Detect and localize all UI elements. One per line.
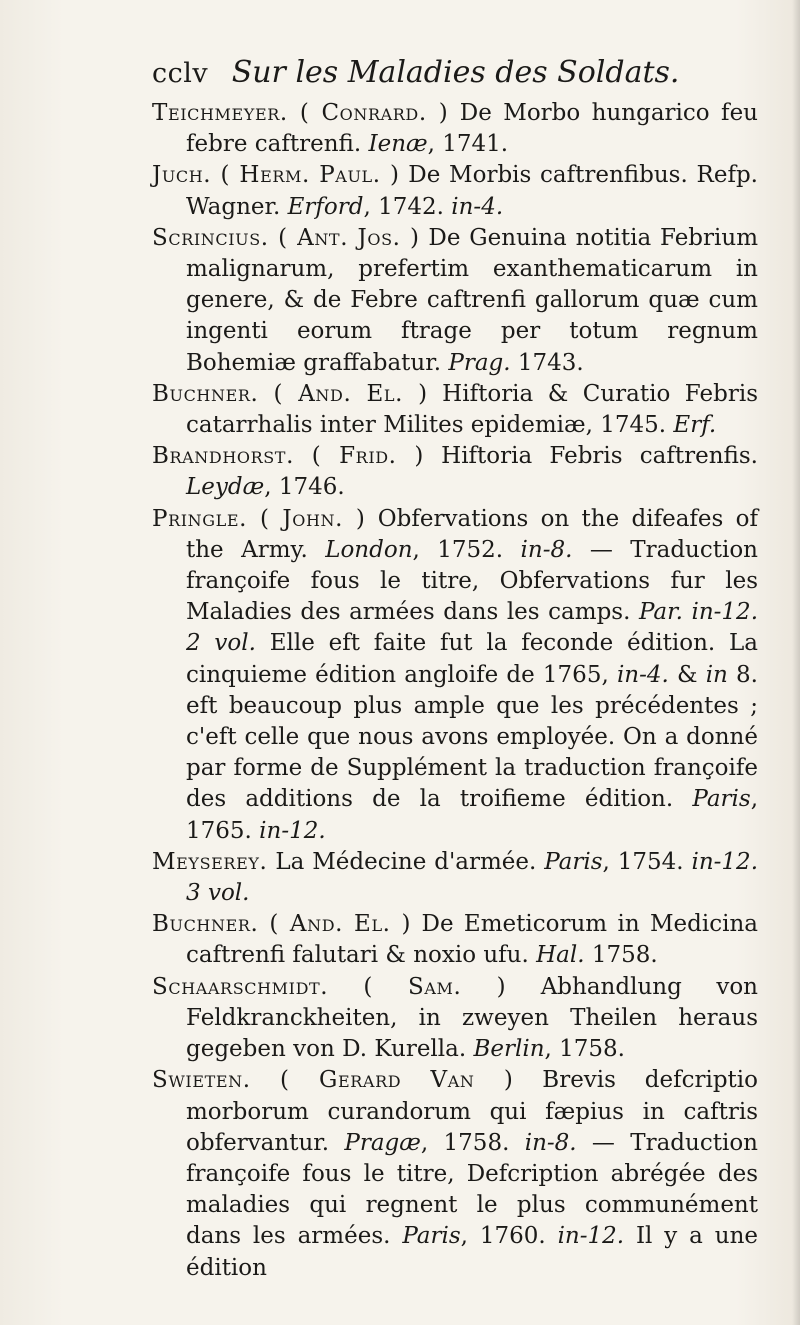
entry-italic-text: in-12. bbox=[259, 817, 326, 844]
entry-author: Teichmeyer. ( Conrard. ) bbox=[152, 100, 449, 126]
entry-text: Il y a une édition bbox=[186, 1223, 759, 1281]
entry-italic-text: Prag. bbox=[448, 349, 511, 376]
entry-italic-text: Pragæ bbox=[344, 1129, 421, 1156]
entry-text: — Traduction françoife fous le titre, Obfervations fur les Maladies des armées dans les camps. bbox=[186, 536, 758, 626]
entry-author: Swieten. ( Gerard Van ) bbox=[152, 1067, 514, 1094]
entry-author: Schaarschmidt. ( Sam. ) bbox=[152, 973, 507, 1000]
running-title: Sur les Maladies des Soldats. bbox=[231, 55, 680, 90]
entry-text: , 1758. bbox=[544, 1036, 625, 1063]
entry-italic-text: Erf. bbox=[673, 412, 717, 439]
bibliography-list bbox=[152, 98, 758, 1284]
entry-italic-text: Leydæ bbox=[186, 474, 265, 501]
entry-text: De Genuina notitia Febrium malignarum, prefertim exanthematicarum in genere, & de Febre caftrenfi gallorum quæ cum ingenti eorum ftrage per totum regnum Bohemiæ graffabatur. bbox=[186, 224, 758, 376]
entry-italic-text: in bbox=[705, 661, 728, 688]
entry-italic-text: Paris bbox=[692, 786, 751, 813]
entry-text: , 1765. bbox=[186, 786, 758, 844]
entry-italic-text: in-12. bbox=[557, 1223, 625, 1250]
entry-italic-text: Ienæ bbox=[368, 131, 428, 158]
bibliography-entry bbox=[152, 909, 758, 971]
bibliography-entry bbox=[152, 972, 758, 1066]
entry-italic-text: in-8. bbox=[524, 1129, 577, 1156]
entry-text: Elle eft faite fut la feconde édition. La cinquieme édition angloife de 1765, bbox=[186, 630, 759, 688]
entry-text: , 1758. bbox=[420, 1129, 525, 1156]
entry-italic-text: in-8. bbox=[520, 536, 573, 563]
entry-italic-text: Par. in-12. 2 vol. bbox=[186, 599, 759, 657]
entry-italic-text: Paris bbox=[402, 1223, 461, 1250]
bibliography-entry bbox=[152, 504, 758, 847]
bibliography-entry bbox=[152, 847, 758, 909]
entry-author: Juch. ( Herm. Paul. ) bbox=[152, 162, 400, 189]
entry-text: 8. eft beaucoup plus ample que les précédentes ; c'eft celle que nous avons employée. On a donné par forme de Supplément la traduction françoife des additions de la troifieme édition. bbox=[186, 661, 758, 813]
entry-text: , 1760. bbox=[460, 1223, 558, 1250]
entry-italic-text: in-12. 3 vol. bbox=[186, 848, 759, 907]
entry-text: , 1741. bbox=[427, 131, 509, 158]
bibliography-entry bbox=[152, 441, 758, 503]
bibliography-entry bbox=[152, 379, 758, 441]
entry-text: , 1742. bbox=[363, 193, 452, 220]
bibliography-entry bbox=[152, 1065, 758, 1283]
entry-italic-text: London bbox=[325, 536, 413, 563]
entry-text: De Morbis caftrenfibus. Refp. Wagner. bbox=[186, 162, 758, 220]
entry-text: Hiftoria & Curatio Febris catarrhalis inter Milites epidemiæ, 1745. bbox=[186, 380, 758, 439]
page-gutter-shadow bbox=[792, 0, 800, 1325]
bibliography-entry bbox=[152, 223, 758, 379]
entry-text: 1743. bbox=[510, 349, 584, 376]
entry-author: Meyserey. bbox=[152, 848, 268, 875]
entry-text: De Emeticorum in Medicina caftrenfi falutari & noxio ufu. bbox=[186, 911, 759, 969]
entry-text: , 1746. bbox=[264, 474, 345, 501]
entry-author: Brandhorst. ( Frid. ) bbox=[152, 443, 424, 470]
entry-text: 1758. bbox=[584, 942, 658, 969]
entry-author: Scrincius. ( Ant. Jos. ) bbox=[152, 224, 420, 251]
entry-text: , 1752. bbox=[412, 536, 521, 563]
entry-text: Abhandlung von Feldkranckheiten, in zweyen Theilen heraus gegeben von D. Kurella. bbox=[186, 973, 758, 1063]
entry-text: — Traduction françoife fous le titre, Defcription abrégée des maladies qui regnent le plus communément dans les armées. bbox=[186, 1129, 758, 1250]
entry-italic-text: Erford bbox=[287, 193, 364, 220]
entry-italic-text: in-4. bbox=[451, 193, 504, 220]
running-header bbox=[152, 55, 752, 92]
page-number: cclv bbox=[152, 58, 209, 89]
entry-italic-text: Hal. bbox=[536, 942, 585, 969]
entry-text: & bbox=[668, 661, 706, 688]
entry-text: De Morbo hungarico feu febre caftrenfi. bbox=[186, 100, 758, 158]
entry-text: Obfervations on the difeafes of the Army. bbox=[186, 505, 758, 563]
bibliography-entry bbox=[152, 98, 758, 160]
entry-text: Hiftoria Febris caftrenfis. bbox=[423, 443, 758, 470]
entry-author: Buchner. ( And. El. ) bbox=[152, 911, 412, 938]
bibliography-entry bbox=[152, 160, 758, 222]
entry-italic-text: Berlin bbox=[473, 1036, 545, 1063]
entry-text: , 1754. bbox=[602, 848, 692, 875]
entry-italic-text: in-4. bbox=[616, 661, 669, 688]
entry-italic-text: Paris bbox=[544, 848, 603, 875]
entry-author: Buchner. ( And. El. ) bbox=[152, 380, 428, 407]
entry-author: Pringle. ( John. ) bbox=[152, 505, 366, 532]
entry-text: La Médecine d'armée. bbox=[267, 848, 545, 875]
entry-text: Brevis defcriptio morborum curandorum qui fæpius in caftris obfervantur. bbox=[186, 1067, 758, 1156]
